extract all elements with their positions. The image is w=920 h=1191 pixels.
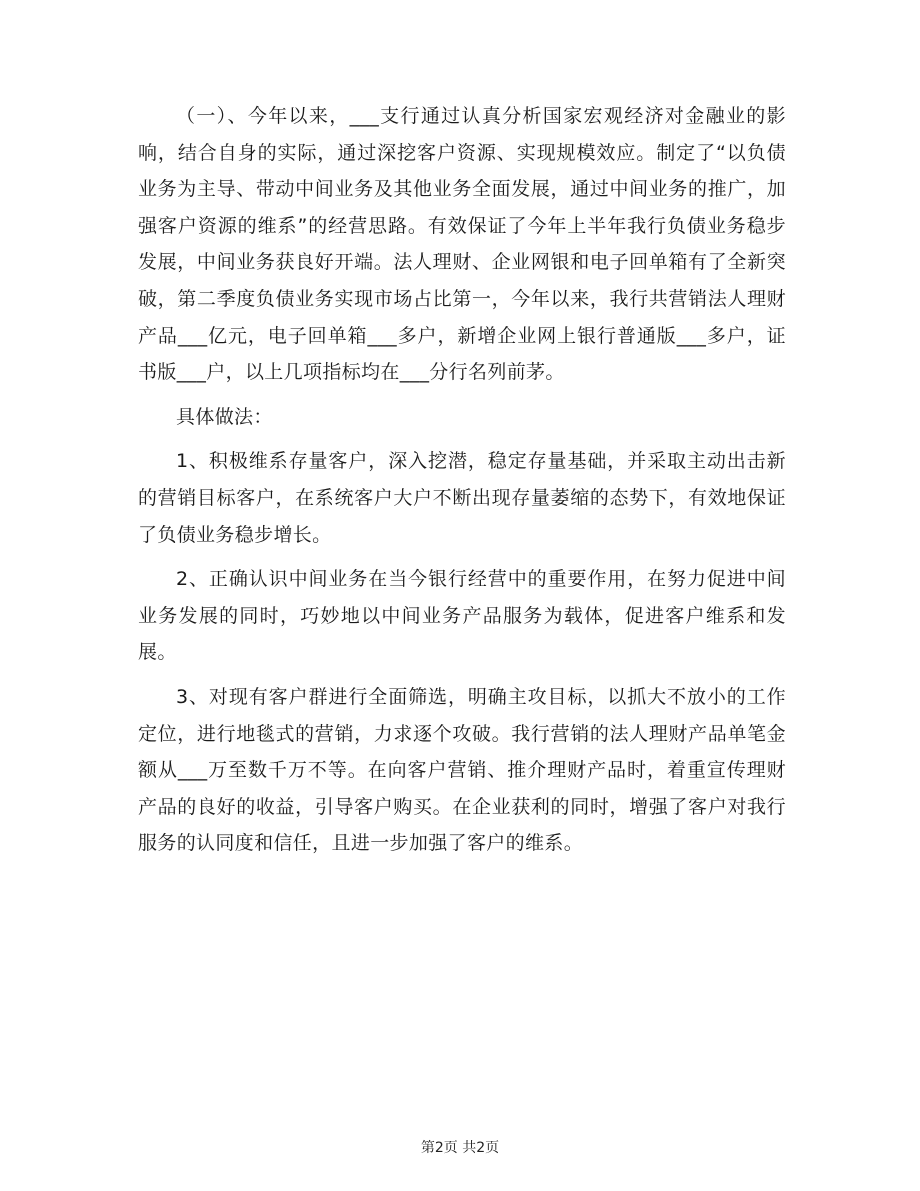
page-number-footer: 第2页 共2页 [420, 1140, 500, 1156]
paragraph-method-2: 2、正确认识中间业务在当今银行经营中的重要作用，在努力促进中间业务发展的同时，巧妙地以中间业务产品服务为载体，促进客户维系和发展。 [138, 568, 786, 664]
paragraph-method-3: 3、对现有客户群进行全面筛选，明确主攻目标，以抓大不放小的工作定位，进行地毯式的营销，力求逐个攻破。我行营销的法人理财产品单笔金额从___万至数千万不等。在向客户营销、推介理财产品时，着重宣传理财产品的良好的收益，引导客户购买。在企业获利的同时，增强了客户对我行服务的认同度和信任，且进一步加强了客户的维系。 [138, 685, 786, 855]
paragraph-overview: （一）、今年以来，___支行通过认真分析国家宏观经济对金融业的影响，结合自身的实际，通过深挖客户资源、实现规模效应。制定了“以负债业务为主导、带动中间业务及其他业务全面发展，通过中间业务的推广，加强客户资源的维系”的经营思路。有效保证了今年上半年我行负债业务稳步发展，中间业务获良好开端。法人理财、企业网银和电子回单箱有了全新突破，第二季度负债业务实现市场占比第一，今年以来，我行共营销法人理财产品___亿元，电子回单箱___多户，新增企业网上银行普通版___多户，证书版___户，以上几项指标均在___分行名列前茅。 [138, 105, 786, 384]
document-body [138, 98, 786, 862]
paragraph-method-1: 1、积极维系存量客户，深入挖潜，稳定存量基础，并采取主动出击新的营销目标客户，在系统客户大户不断出现存量萎缩的态势下，有效地保证了负债业务稳步增长。 [138, 450, 786, 546]
paragraph-methods-heading: 具体做法： [176, 405, 273, 428]
